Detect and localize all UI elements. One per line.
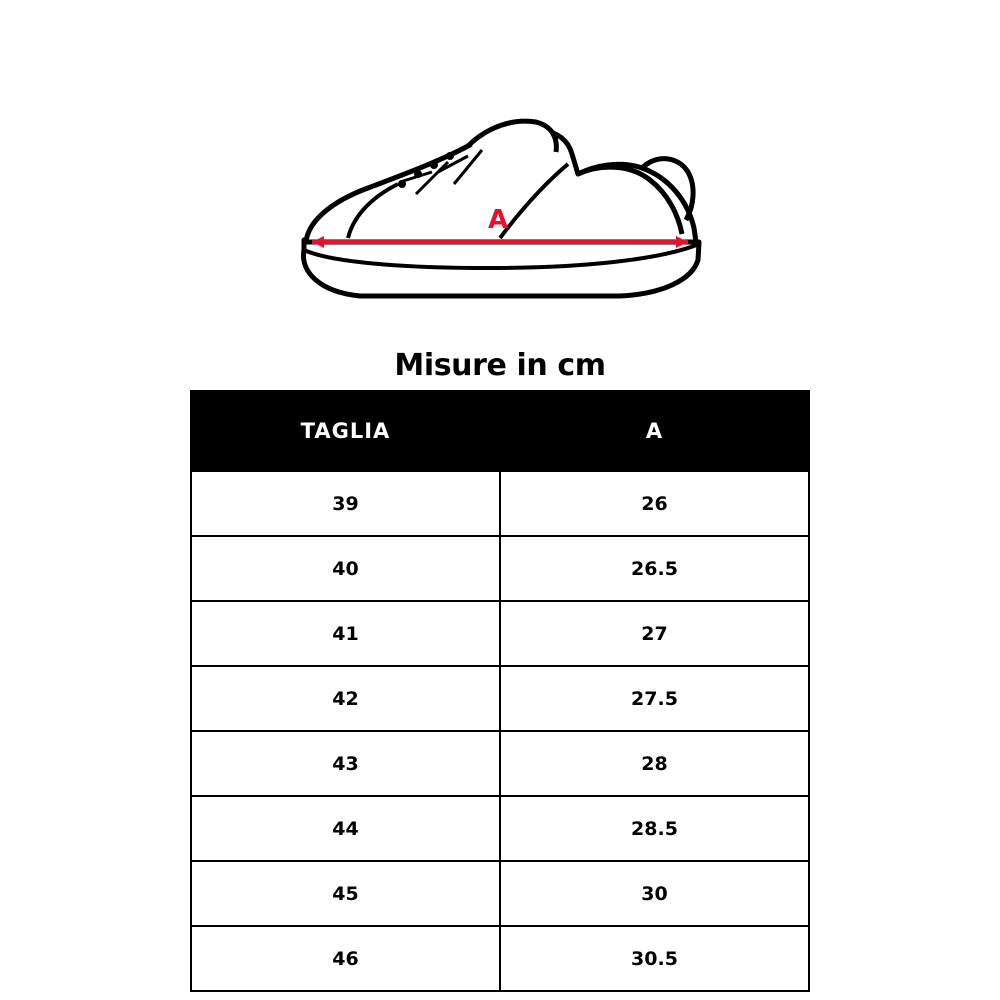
cell-measure-a: 30.5 [500,926,809,991]
shoe-illustration [0,95,1000,325]
cell-size: 40 [191,536,500,601]
size-table-head [191,391,809,471]
table-row [191,601,809,666]
cell-size: 42 [191,666,500,731]
cell-measure-a: 27.5 [500,666,809,731]
cell-size: 39 [191,471,500,536]
table-row [191,861,809,926]
cell-measure-a: 26 [500,471,809,536]
table-row [191,796,809,861]
size-table-wrapper [190,390,810,992]
cell-measure-a: 27 [500,601,809,666]
cell-size: 46 [191,926,500,991]
cell-size: 43 [191,731,500,796]
cell-size: 41 [191,601,500,666]
cell-measure-a: 26.5 [500,536,809,601]
sneaker-side-view-icon [290,110,710,310]
table-row [191,536,809,601]
cell-size: 45 [191,861,500,926]
size-table [190,390,810,992]
cell-measure-a: 28.5 [500,796,809,861]
table-header-row [191,391,809,471]
cell-measure-a: 28 [500,731,809,796]
size-table-body [191,471,809,991]
column-header-a: A [500,391,809,471]
column-header-taglia: TAGLIA [191,391,500,471]
page-title: Misure in cm [394,348,606,383]
cell-measure-a: 30 [500,861,809,926]
table-row [191,731,809,796]
cell-size: 44 [191,796,500,861]
table-row [191,926,809,991]
table-row [191,666,809,731]
measure-label-a: A [487,205,509,235]
table-row [191,471,809,536]
